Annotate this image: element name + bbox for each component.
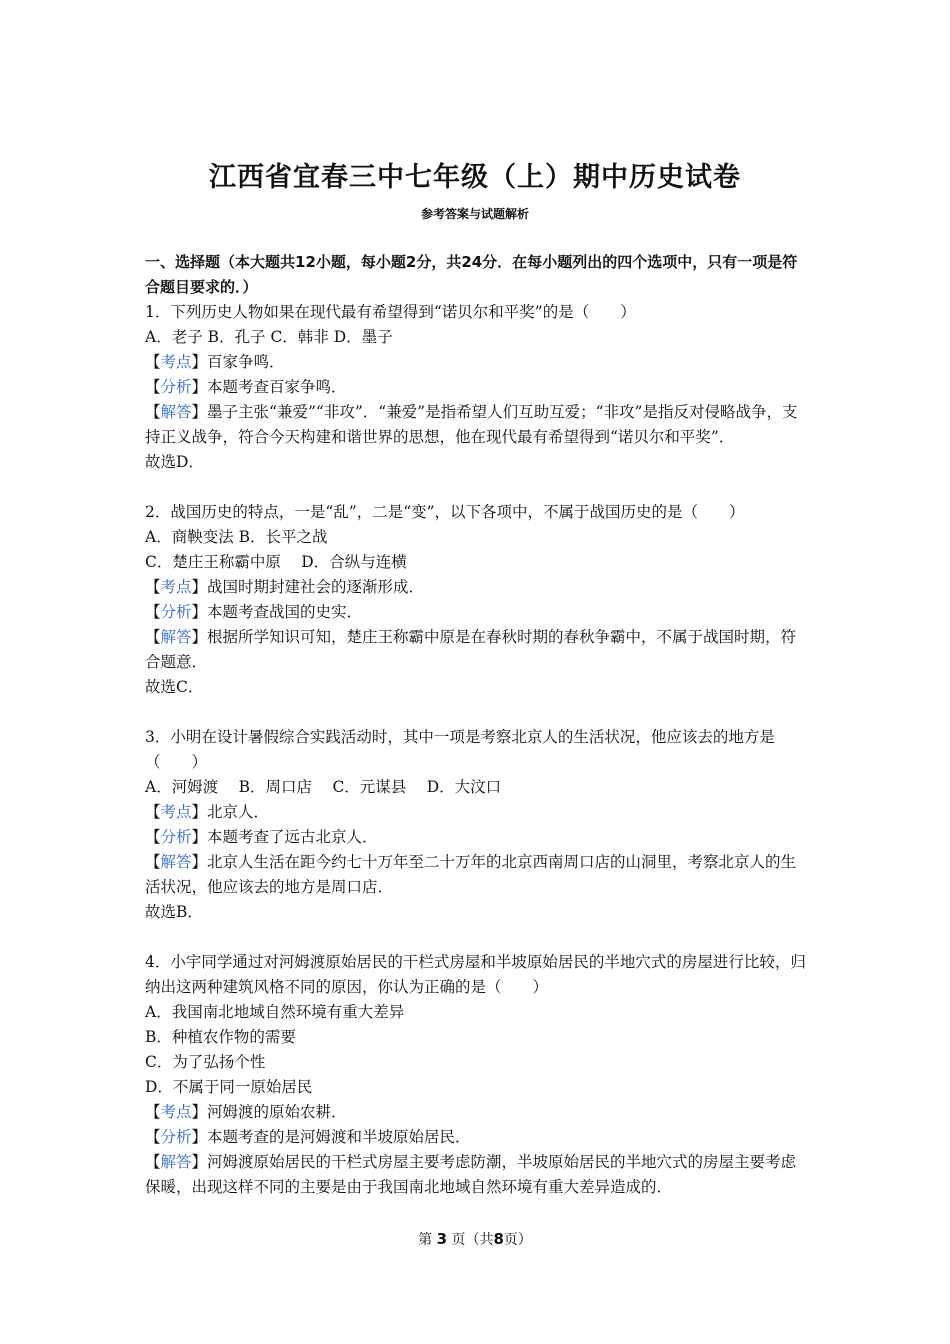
question-stem: 1．下列历史人物如果在现代最有希望得到“诺贝尔和平奖”的是（ ） [145,303,636,321]
tag-right: 】 [191,803,208,821]
fenxi-row [145,825,810,850]
document-body [145,250,810,1200]
footer-page-number: 3 [436,1230,447,1248]
tag-right: 】 [191,1103,208,1121]
tag-right: 】 [191,628,208,646]
jieda-row [145,400,810,450]
footer-suffix: 页） [503,1232,532,1248]
page-footer [0,1229,950,1249]
tag-left: 【 [145,353,161,371]
fenxi-text: 本题考查百家争鸣． [207,378,347,396]
question-1 [145,300,810,475]
page-title: 江西省宜春三中七年级（上）期中历史试卷 [209,162,741,193]
tag-left: 【 [145,603,161,621]
tag-right: 】 [191,828,208,846]
tag-right: 】 [191,1128,208,1146]
tag-left: 【 [145,1128,161,1146]
footer-total-pages: 8 [493,1230,504,1248]
fenxi-row [145,1125,810,1150]
jieda-tag: 解答 [160,1153,192,1171]
jieda-text: 北京人生活在距今约七十万年至二十万年的北京西南周口店的山洞里，考察北京人的生活状况，他应该去的地方是周口店． [145,853,797,896]
tag-right: 】 [191,1153,208,1171]
tag-right: 】 [191,403,208,421]
kaodian-text: 北京人． [207,803,270,821]
kaodian-tag: 考点 [160,353,192,371]
question-options: C．为了弘扬个性 [145,1053,266,1071]
section-heading: 一、选择题（本大题共12小题，每小题2分，共24分．在每小题列出的四个选项中，只有一项是符合题目要求的．） [145,253,798,296]
fenxi-text: 本题考查了远古北京人． [207,828,378,846]
question-options: A．商鞅变法 B．长平之战 [145,528,328,546]
kaodian-tag: 考点 [160,803,192,821]
question-stem: 2．战国历史的特点，一是“乱”，二是“变”，以下各项中，不属于战国历史的是（ ） [145,503,745,521]
tag-left: 【 [145,1103,161,1121]
question-options: B．种植农作物的需要 [145,1028,296,1046]
kaodian-text: 河姆渡的原始农耕． [207,1103,347,1121]
kaodian-text: 战国时期封建社会的逐渐形成． [207,578,425,596]
spacer [145,475,810,500]
answer-line: 故选D． [145,453,204,471]
jieda-text: 根据所学知识可知，楚庄王称霸中原是在春秋时期的春秋争霸中，不属于战国时期，符合题意． [145,628,797,671]
jieda-row [145,1150,810,1200]
spacer [145,700,810,725]
question-2 [145,500,810,700]
kaodian-tag: 考点 [160,578,192,596]
question-stem: 3．小明在设计暑假综合实践活动时，其中一项是考察北京人的生活状况，他应该去的地方是（ ） [145,728,775,771]
tag-right: 】 [191,378,208,396]
question-3 [145,725,810,925]
jieda-row [145,850,810,900]
kaodian-row [145,1100,810,1125]
fenxi-tag: 分析 [160,1128,192,1146]
tag-left: 【 [145,403,161,421]
spacer [145,925,810,950]
tag-right: 】 [191,578,208,596]
tag-right: 】 [191,853,208,871]
fenxi-row [145,375,810,400]
jieda-text: 河姆渡原始居民的干栏式房屋主要考虑防潮，半坡原始居民的半地穴式的房屋主要考虑保暖，出现这样不同的主要是由于我国南北地域自然环境有重大差异造成的． [145,1153,797,1196]
footer-prefix: 第 [418,1232,433,1248]
tag-left: 【 [145,578,161,596]
question-options: A．我国南北地域自然环境有重大差异 [145,1003,405,1021]
fenxi-text: 本题考查战国的史实． [207,603,363,621]
page-subtitle: 参考答案与试题解析 [420,207,529,221]
jieda-tag: 解答 [160,403,192,421]
fenxi-text: 本题考查的是河姆渡和半坡原始居民． [207,1128,471,1146]
question-options: A．河姆渡 B．周口店 C．元谋县 D．大汶口 [145,778,502,796]
kaodian-row [145,575,810,600]
question-options: D．不属于同一原始居民 [145,1078,313,1096]
question-options: C．楚庄王称霸中原 D．合纵与连横 [145,553,407,571]
fenxi-tag: 分析 [160,828,192,846]
tag-right: 】 [191,353,208,371]
jieda-row [145,625,810,675]
jieda-text: 墨子主张“兼爱”“非攻”．“兼爱”是指希望人们互助互爱；“非攻”是指反对侵略战争，支持正义战争，符合今天构建和谐世界的思想，他在现代最有希望得到“诺贝尔和平奖”． [145,403,798,446]
jieda-tag: 解答 [160,628,192,646]
kaodian-text: 百家争鸣． [207,353,285,371]
question-options: A．老子 B．孔子 C．韩非 D．墨子 [145,328,393,346]
kaodian-row [145,350,810,375]
footer-middle: 页（共 [451,1232,494,1248]
jieda-tag: 解答 [160,853,192,871]
tag-right: 】 [191,603,208,621]
fenxi-tag: 分析 [160,378,192,396]
fenxi-tag: 分析 [160,603,192,621]
answer-line: 故选C． [145,678,204,696]
tag-left: 【 [145,1153,161,1171]
tag-left: 【 [145,853,161,871]
fenxi-row [145,600,810,625]
kaodian-tag: 考点 [160,1103,192,1121]
question-4 [145,950,810,1200]
kaodian-row [145,800,810,825]
tag-left: 【 [145,378,161,396]
answer-line: 故选B． [145,903,203,921]
tag-left: 【 [145,803,161,821]
tag-left: 【 [145,628,161,646]
tag-left: 【 [145,828,161,846]
question-stem: 4．小宇同学通过对河姆渡原始居民的干栏式房屋和半坡原始居民的半地穴式的房屋进行比较，归纳出这两种建筑风格不同的原因，你认为正确的是（ ） [145,953,806,996]
